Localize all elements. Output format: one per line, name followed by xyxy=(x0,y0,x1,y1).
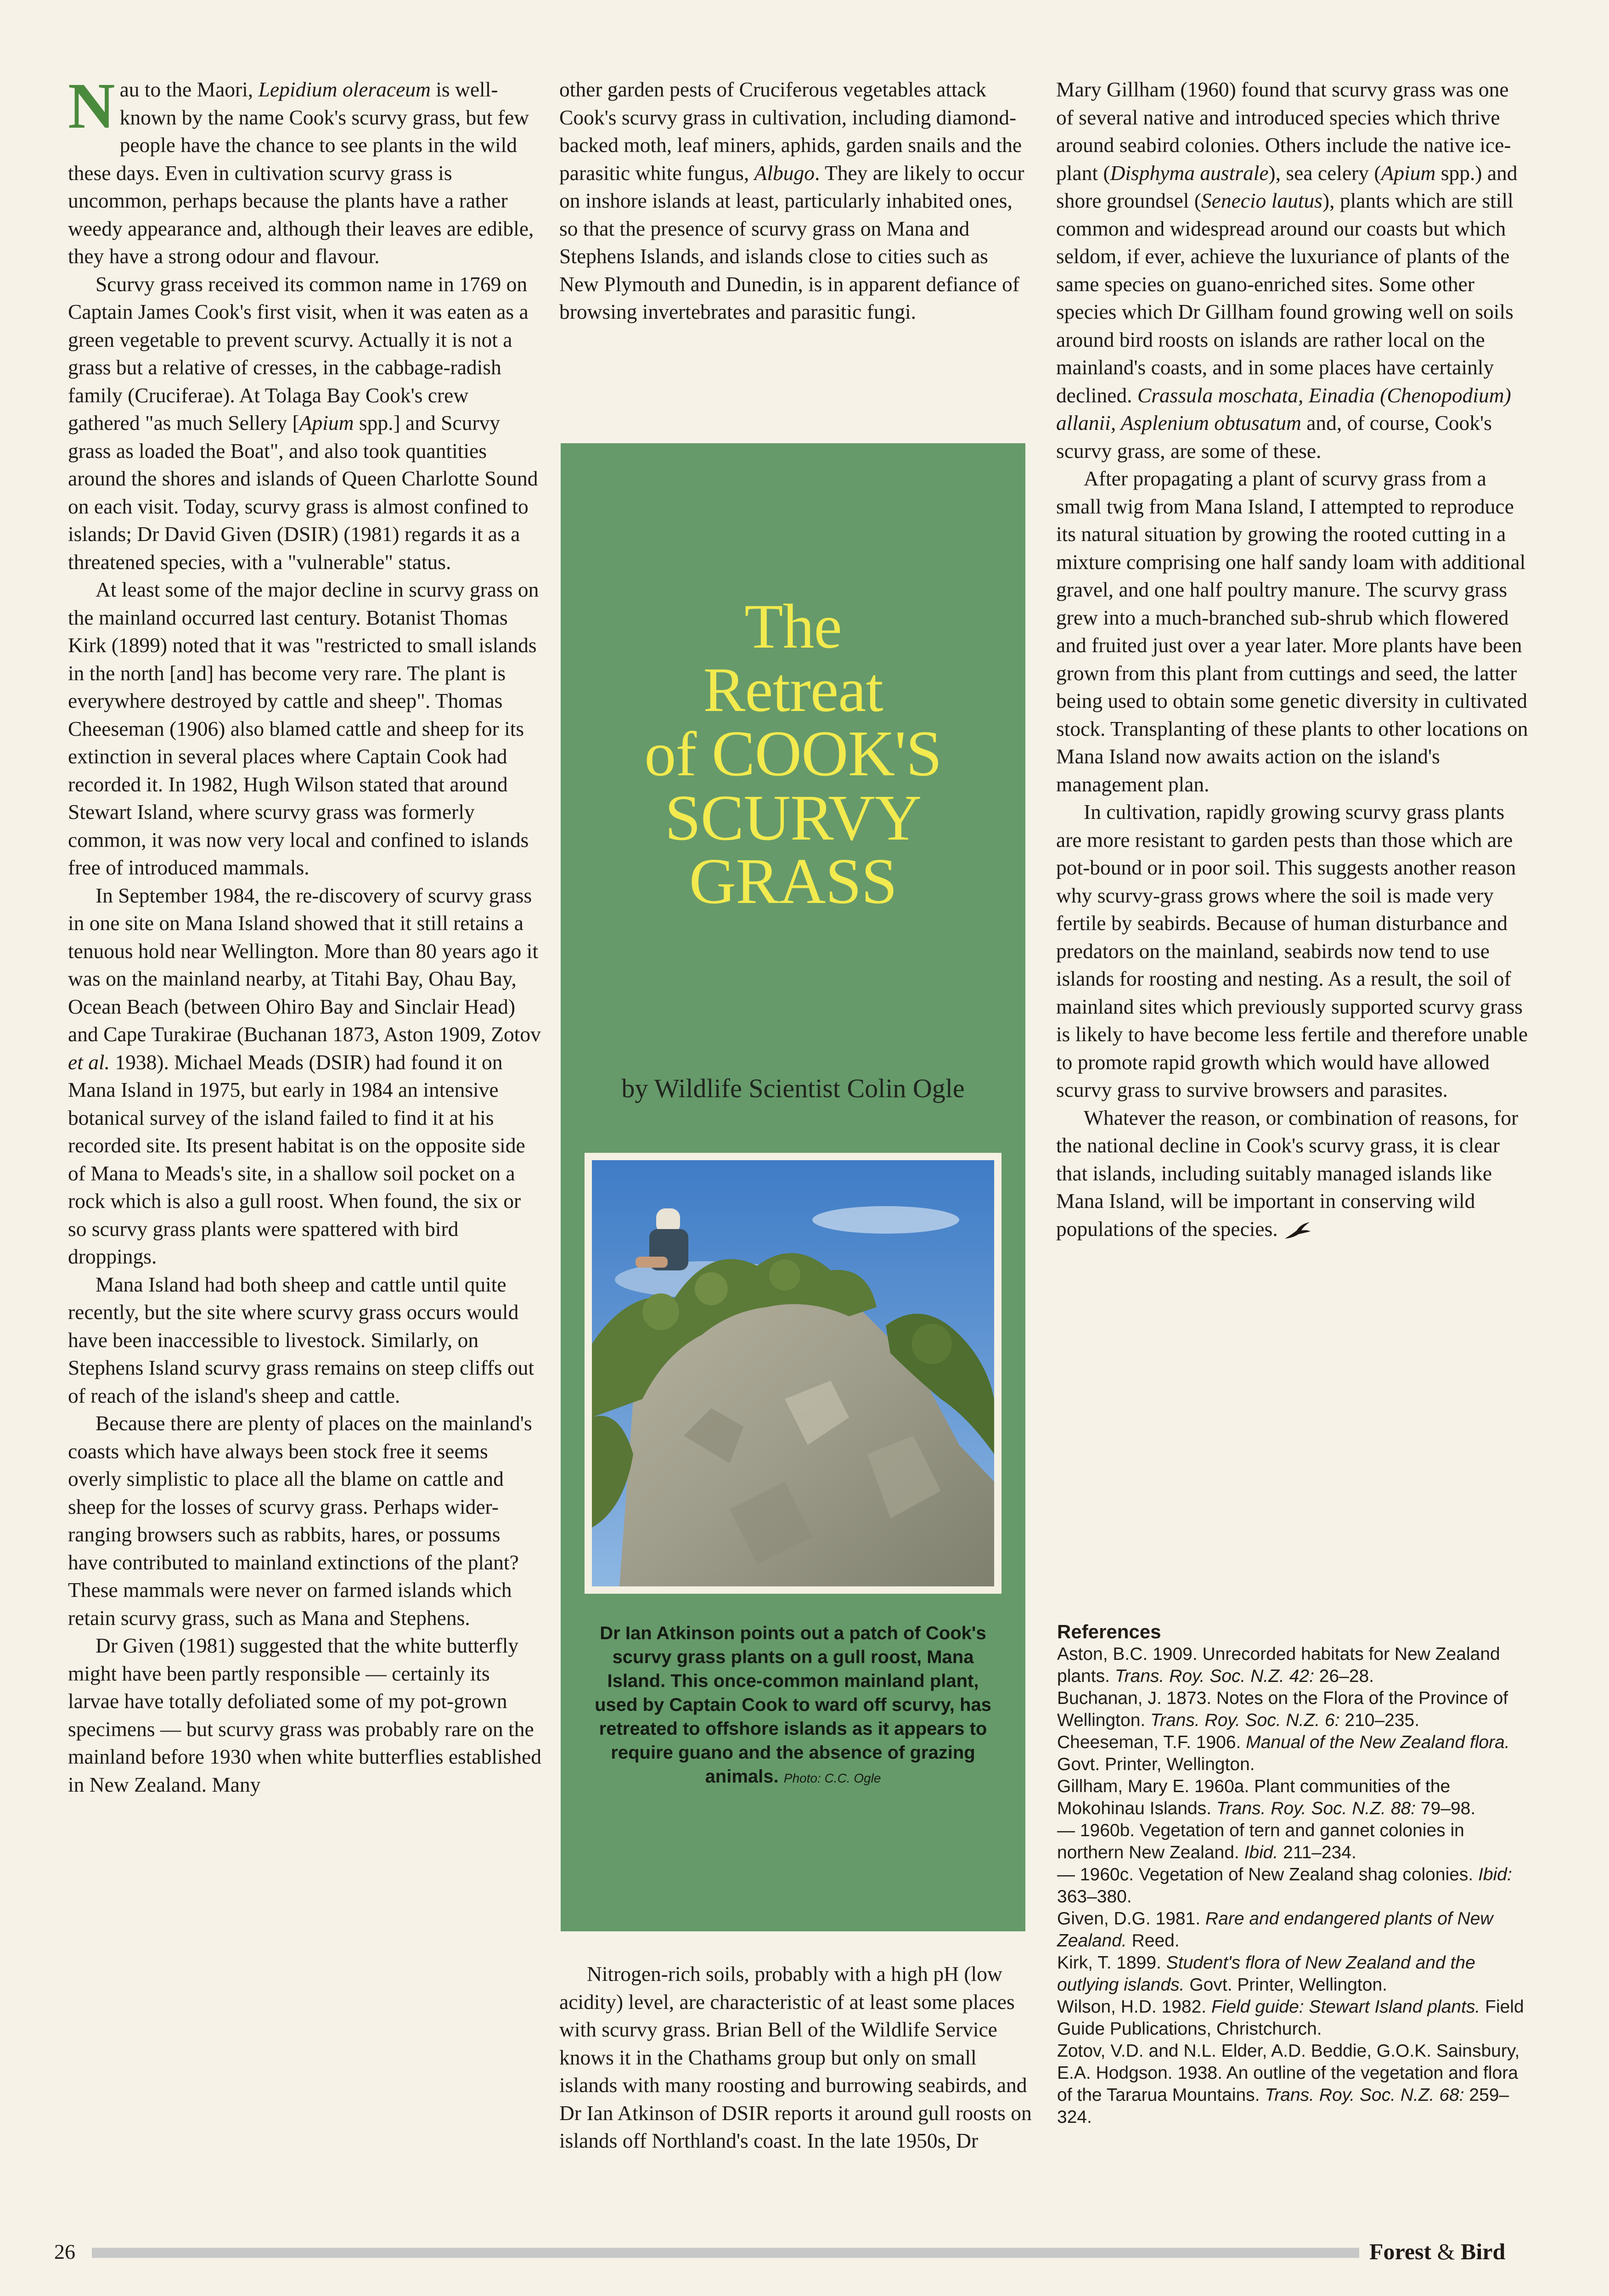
reference-item: Wilson, H.D. 1982. Field guide: Stewart Island plants. Field Guide Publications, Christchurch. xyxy=(1057,1997,1524,2039)
photo-caption: Dr Ian Atkinson points out a patch of Cook's scurvy grass plants on a gull roost, Mana Island. This once-common mainland plant, used by Captain Cook to ward off scurvy, has retreated to offshore islands as it appears to require guano and the absence of grazing animals. Photo: C.C. Ogle xyxy=(595,1623,991,1787)
paragraph: Dr Given (1981) suggested that the white butterfly might have been partly responsible — certainly its larvae have totally defoliated some of my pot-grown specimens — but scurvy grass was probably rare on the mainland before 1930 when white butterflies established in New Zealand. Many xyxy=(68,1634,542,1796)
paragraph: Nau to the Maori, Lepidium oleraceum is well-known by the name Cook's scurvy grass, but few people have the chance to see plants in the wild these days. Even in cultivation scurvy grass is uncommon, perhaps because the plants have a rather weedy appearance and, although their leaves are edible, they have a strong odour and flavour. xyxy=(68,69,534,268)
reference-item: — 1960c. Vegetation of New Zealand shag colonies. Ibid: 363–380. xyxy=(1057,1865,1512,1907)
drop-cap: N xyxy=(68,69,115,142)
references-heading: References xyxy=(1057,1621,1161,1642)
reference-item: — 1960b. Vegetation of tern and gannet colonies in northern New Zealand. Ibid. 211–234. xyxy=(1057,1821,1464,1862)
paragraph: In cultivation, rapidly growing scurvy grass plants are more resistant to garden pests than those which are pot-bound or in poor soil. This suggests another reason why scurvy-grass grows where the soil is made very fertile by seabirds. Because of human disturbance and predators on the mainland, seabirds now tend to use islands for roosting and nesting. As a result, the soil of mainland sites which previously supported scurvy grass is likely to have become less fertile and therefore unable to promote rapid growth which would have allowed scurvy grass to survive browsers and parasites. xyxy=(1056,800,1528,1101)
reference-item: Cheeseman, T.F. 1906. Manual of the New Zealand flora. Govt. Printer, Wellington. xyxy=(1057,1732,1510,1774)
reference-item: Gillham, Mary E. 1960a. Plant communities of the Mokohinau Islands. Trans. Roy. Soc. N.Z. 88: 79–98. xyxy=(1057,1777,1476,1818)
reference-item: Aston, B.C. 1909. Unrecorded habitats for New Zealand plants. Trans. Roy. Soc. N.Z. 42: 26–28. xyxy=(1057,1644,1500,1686)
paragraph: other garden pests of Cruciferous vegetables attack Cook's scurvy grass in cultivation, including diamond-backed moth, leaf miners, aphids, garden snails and the parasitic white fungus, Albugo. They are likely to occur on inshore islands at least, particularly inhabited ones, so that the presence of scurvy grass on Mana and Stephens Islands, and islands close to cities such as New Plymouth and Dunedin, is in apparent defiance of browsing invertebrates and parasitic fungi. xyxy=(559,78,1024,323)
photo-credit: Photo: C.C. Ogle xyxy=(783,1771,881,1785)
article-column-1 xyxy=(68,69,542,1799)
rock-photo-image xyxy=(592,1160,994,1586)
reference-item: Given, D.G. 1981. Rare and endangered plants of New Zealand. Reed. xyxy=(1057,1909,1493,1951)
article-column-2-top xyxy=(559,76,1032,326)
bird-icon xyxy=(1283,1220,1311,1241)
reference-item: Zotov, V.D. and N.L. Elder, A.D. Beddie, G.O.K. Sainsbury, E.A. Hodgson. 1938. An outline of the vegetation and flora of the Tararua Mountains. Trans. Roy. Soc. N.Z. 68: 259–324. xyxy=(1057,2041,1520,2127)
paragraph: Because there are plenty of places on the mainland's coasts which have always been stock free it seems overly simplistic to place all the blame on cattle and sheep for the losses of scurvy grass. Perhaps wider-ranging browsers such as rabbits, hares, or possums have contributed to mainland extinctions of the plant? These mammals were never on farmed islands which retain scurvy grass, such as Mana and Stephens. xyxy=(68,1411,532,1630)
page-number: 26 xyxy=(54,2240,75,2263)
article-column-2-bottom xyxy=(559,1960,1032,2155)
byline: by Wildlife Scientist Colin Ogle xyxy=(621,1073,965,1103)
reference-list xyxy=(1057,1643,1530,2128)
paragraph: Mana Island had both sheep and cattle until quite recently, but the site where scurvy grass occurs would have been inaccessible to livestock. Similarly, on Stephens Island scurvy grass remains on steep cliffs out of reach of the island's sheep and cattle. xyxy=(68,1272,534,1407)
reference-item: Buchanan, J. 1873. Notes on the Flora of the Province of Wellington. Trans. Roy. Soc. N.Z. 6: 210–235. xyxy=(1057,1688,1508,1730)
references-section xyxy=(1057,1620,1530,2128)
paragraph: In September 1984, the re-discovery of scurvy grass in one site on Mana Island showed that it still retains a tenuous hold near Wellington. More than 80 years ago it was on the mainland nearby, at Titahi Bay, Ohau Bay, Ocean Beach (between Ohiro Bay and Sinclair Head) and Cape Turakirae (Buchanan 1873, Aston 1909, Zotov et al. 1938). Michael Meads (DSIR) had found it on Mana Island in 1975, but early in 1984 an intensive botanical survey of the island failed to find it at his recorded site. Its present habitat is on the opposite side of Mana to Meads's site, in a shallow soil pocket on a rock which is also a gull roost. When found, the six or so scurvy grass plants were spattered with bird droppings. xyxy=(68,883,541,1268)
article-title: The Retreat of COOK'S SCURVY GRASS xyxy=(644,591,942,917)
footer-rule xyxy=(92,2248,1359,2258)
photo xyxy=(585,1153,1001,1594)
paragraph: After propagating a plant of scurvy grass from a small twig from Mana Island, I attempted to reproduce its natural situation by growing the rooted cutting in a mixture comprising one half sandy loam with additional gravel, and one half poultry manure. The scurvy grass grew into a much-branched sub-shrub which flowered and fruited just over a year later. More plants have been grown from this plant from cuttings and seed, the latter being used to obtain some genetic diversity in cultivated stock. Transplanting of these plants to other locations on Mana Island now awaits action on the island's management plan. xyxy=(1056,467,1528,796)
paragraph: Mary Gillham (1960) found that scurvy grass was one of several native and introduced species which thrive around seabird colonies. Others include the native ice-plant (Disphyma australe), sea celery (Apium spp.) and shore groundsel (Senecio lautus), plants which are still common and widespread around our coasts but which seldom, if ever, achieve the luxuriance of plants of the same species on guano-enriched sites. Some other species which Dr Gillham found growing well on soils around bird roosts on islands are rather local on the mainland's coasts, and in some places have certainly declined. Crassula moschata, Einadia (Chenopodium) allanii, Asplenium obtusatum and, of course, Cook's scurvy grass, are some of these. xyxy=(1056,78,1518,463)
magazine-name: Forest & Bird xyxy=(1369,2239,1506,2264)
article-column-3 xyxy=(1056,76,1529,1243)
paragraph: At least some of the major decline in scurvy grass on the mainland occurred last century. Botanist Thomas Kirk (1899) noted that it was "restricted to small islands in the north [and] has become very rare. The plant is everywhere destroyed by cattle and sheep". Thomas Cheeseman (1906) also blamed cattle and sheep for its extinction in several places where Captain Cook had recorded it. In 1982, Hugh Wilson stated that around Stewart Island, where scurvy grass was formerly common, it was now very local and confined to islands free of introduced mammals. xyxy=(68,578,539,879)
feature-title-panel xyxy=(561,443,1025,1931)
paragraph: Whatever the reason, or combination of reasons, for the national decline in Cook's scurvy grass, it is clear that islands, including suitably managed islands like Mana Island, will be important in conserving wild populations of the species. xyxy=(1056,1106,1519,1241)
paragraph: Scurvy grass received its common name in 1769 on Captain James Cook's first visit, when it was eaten as a green vegetable to prevent scurvy. Actually it is not a grass but a relative of cresses, in the cabbage-radish family (Cruciferae). At Tolaga Bay Cook's crew gathered "as much Sellery [Apium spp.] and Scurvy grass as loaded the Boat", and also took quantities around the shores and islands of Queen Charlotte Sound on each visit. Today, scurvy grass is almost confined to islands; Dr David Given (DSIR) (1981) regards it as a threatened species, with a "vulnerable" status. xyxy=(68,272,538,574)
paragraph: Nitrogen-rich soils, probably with a high pH (low acidity) level, are characteristic of at least some places with scurvy grass. Brian Bell of the Wildlife Service knows it in the Chathams group but only on small islands with many roosting and burrowing seabirds, and Dr Ian Atkinson of DSIR reports it around gull roosts on islands off Northland's coast. In the late 1950s, Dr xyxy=(559,1962,1032,2152)
reference-item: Kirk, T. 1899. Student's flora of New Zealand and the outlying islands. Govt. Printer, Wellington. xyxy=(1057,1953,1475,1995)
